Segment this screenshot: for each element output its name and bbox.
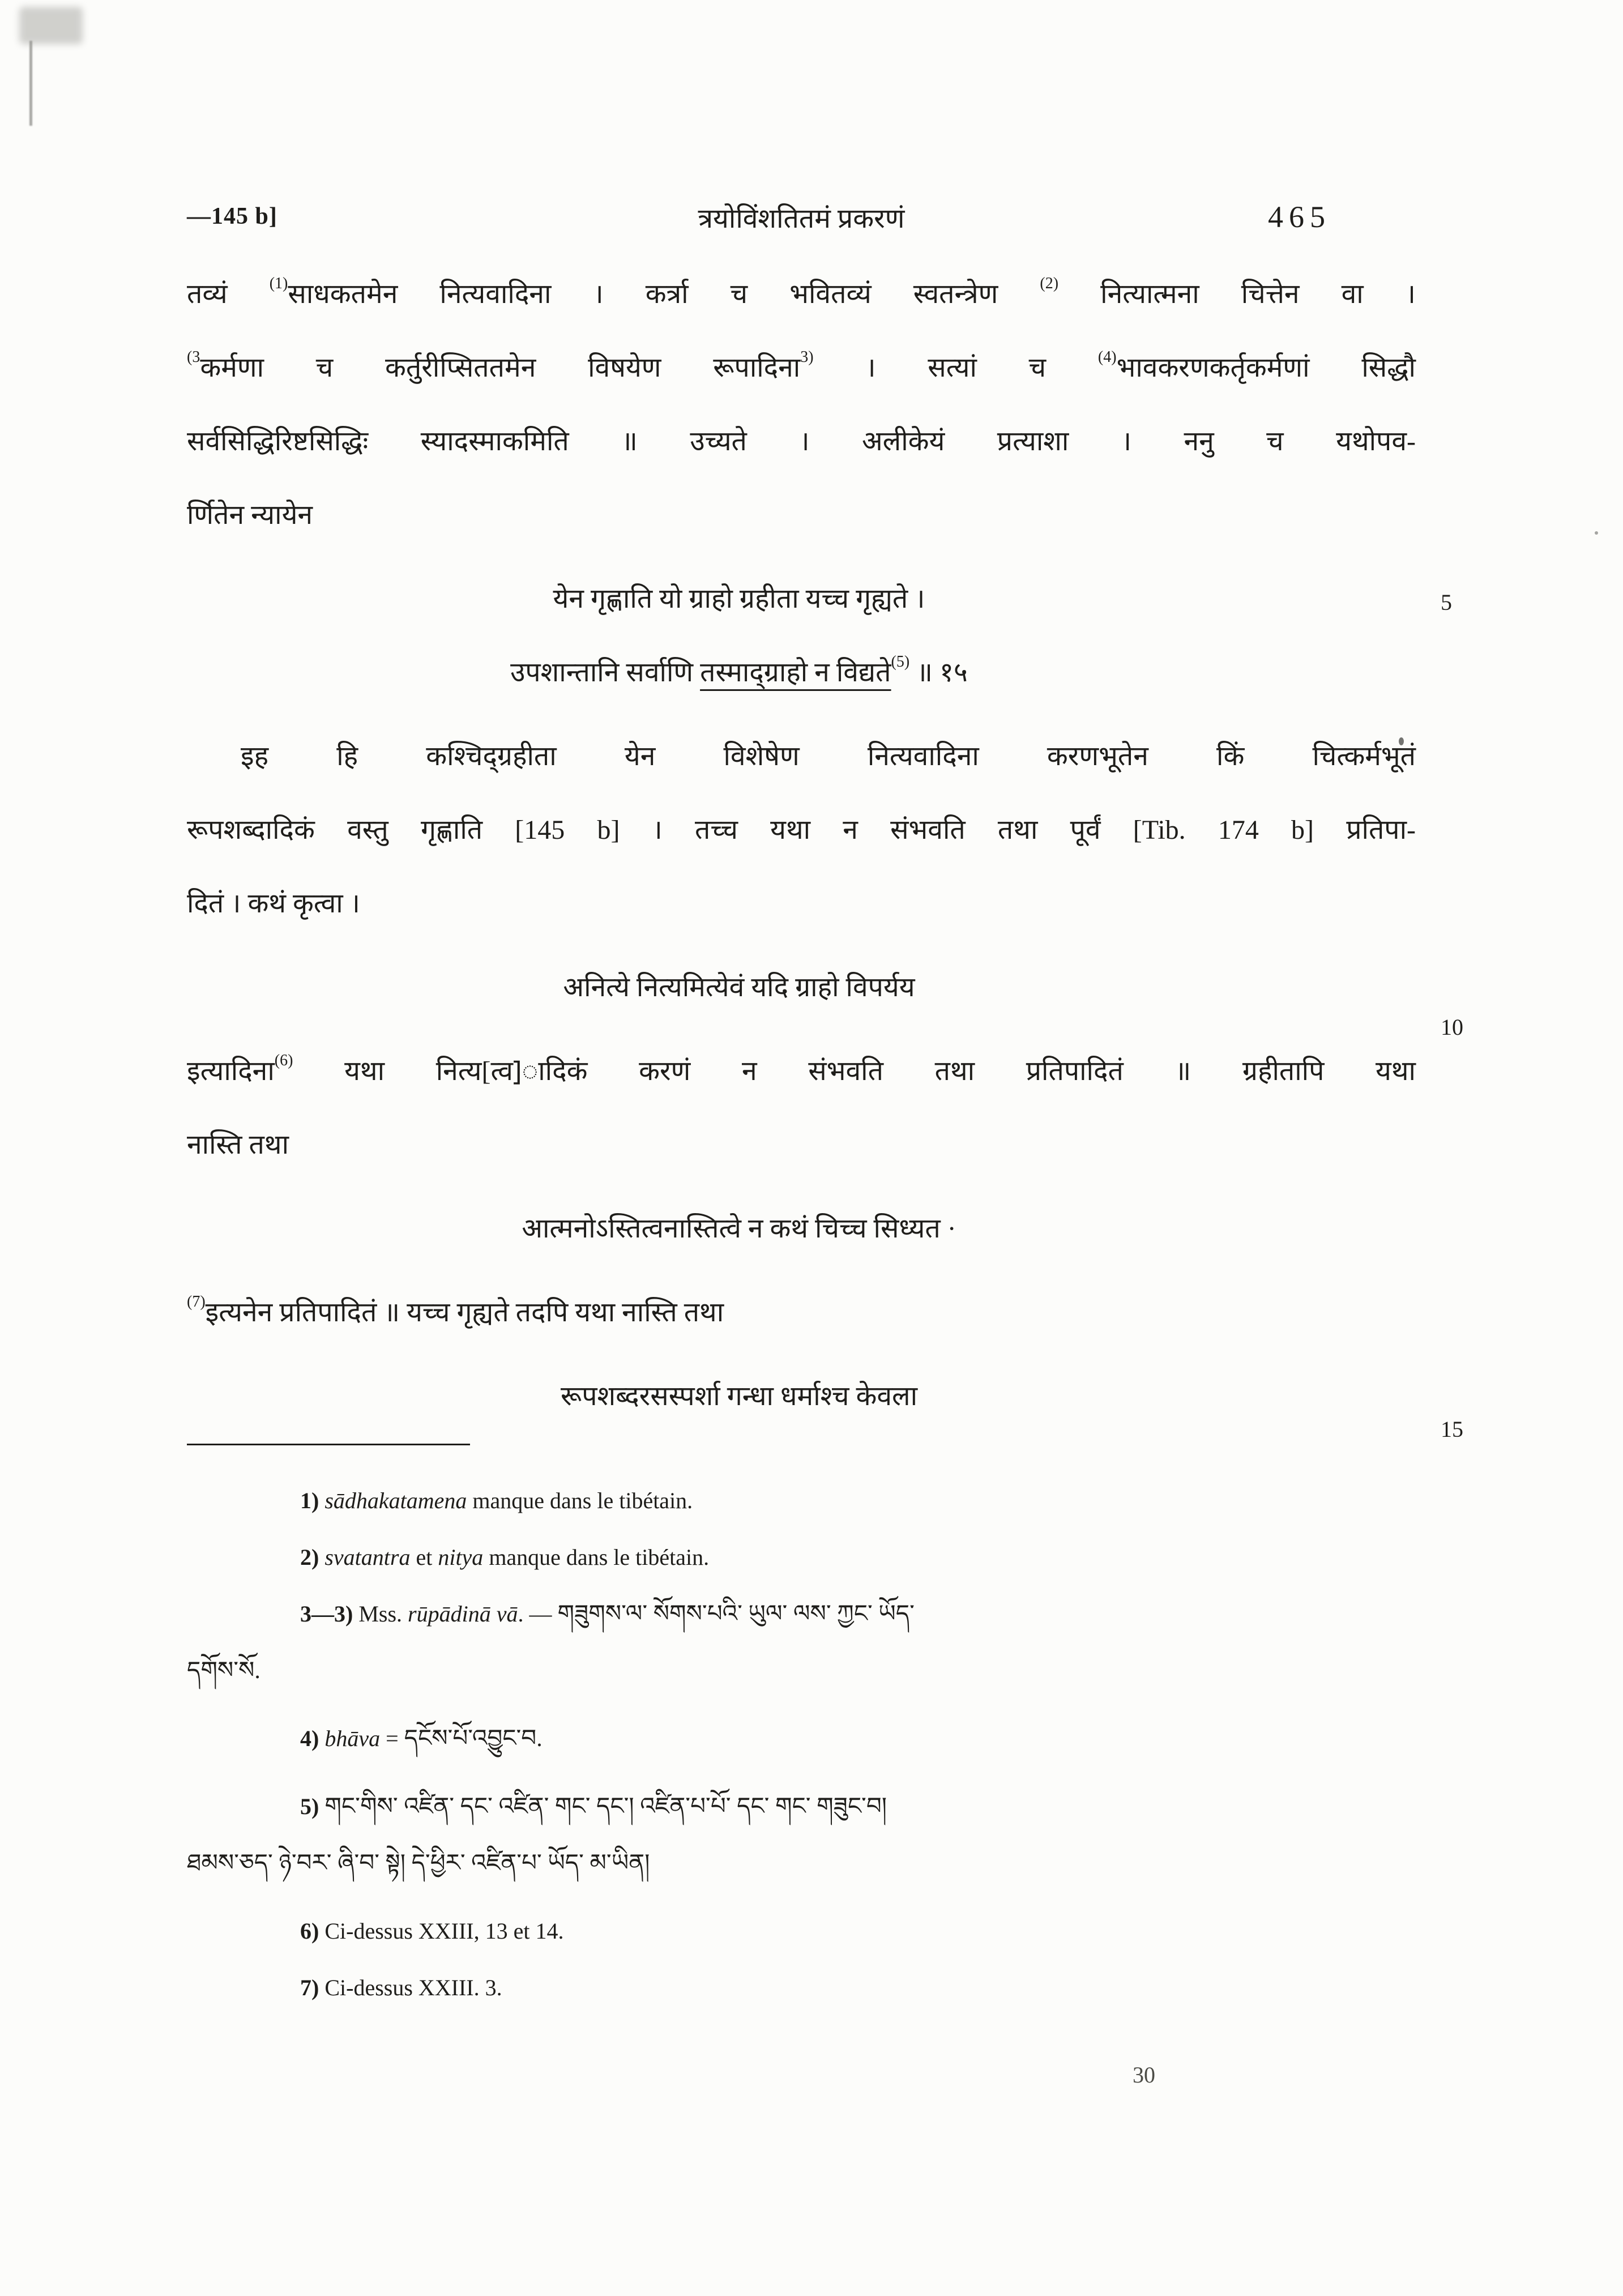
text-run: दितं । कथं कृत्वा ।: [187, 889, 360, 919]
tibetan-text-run: ཐམས་ཅད་ ཉེ་བར་ ཞི་བ་ སྟེ། དེ་ཕྱིར་ འཛིན་པ་ ཡོད་ མ་ཡིན།: [187, 1850, 650, 1876]
tibetan-text-run: དངོས་པོ་འབྱུང་བ.: [404, 1726, 543, 1752]
text-line: [187, 793, 1416, 867]
footnote-marker: (4): [1097, 348, 1117, 366]
footnote-marker: (5): [891, 653, 910, 671]
text-run: et: [410, 1544, 438, 1570]
page-header: [187, 199, 1416, 239]
footnote-marker: (1): [269, 275, 288, 292]
text-run: कर्मणा च कर्तुरीप्सिततमेन विषयेण रूपादिना: [200, 353, 801, 383]
text-line: [187, 258, 1416, 331]
text-line: [187, 867, 1416, 941]
text-run: तव्यं: [187, 279, 270, 309]
text-run: svatantra: [324, 1544, 411, 1570]
text-run: इत्यनेन प्रतिपादितं ॥ यच्च गृह्यते तदपि यथा नास्ति तथा: [205, 1298, 724, 1328]
text-line: [187, 1192, 1291, 1266]
text-run: साधकतमेन नित्यवादिना । कर्त्रा च भवितव्यं स्वतन्त्रेण: [288, 279, 1040, 309]
scan-edge-artifact: [29, 41, 32, 126]
sanskrit-paragraph-1: [187, 258, 1416, 552]
text-line: [187, 1835, 1416, 1892]
text-run: . —: [518, 1601, 558, 1627]
text-line: [187, 636, 1291, 710]
text-column: [187, 258, 1416, 2016]
text-run: आत्मनोऽस्तित्वनास्तित्वे न कथं चिच्च सिध्यत ·: [522, 1214, 956, 1244]
text-run: bhāva: [324, 1726, 381, 1751]
text-run: 4): [300, 1726, 325, 1751]
text-run: ॥ १५: [909, 658, 968, 688]
chapter-title: त्रयोविंशतितमं प्रकरणं: [698, 204, 905, 234]
footnote-marker: (7): [187, 1293, 206, 1311]
text-line: [187, 1360, 1291, 1433]
text-line: [187, 1035, 1416, 1108]
text-line: [187, 720, 1416, 793]
text-run: उपशान्तानि सर्वाणि: [510, 658, 701, 688]
text-run: manque dans le tibétain.: [483, 1544, 710, 1570]
text-run: Ci-dessus XXIII. 3.: [324, 1975, 502, 2000]
text-run: 3—3): [300, 1601, 359, 1627]
text-run: तस्माद्ग्राहो न विद्यते: [700, 658, 891, 688]
scan-smudge-artifact: [19, 7, 83, 44]
text-run: अनित्ये नित्यमित्येवं यदि ग्राहो विपर्यय: [563, 972, 915, 1002]
text-run: manque dans le tibétain.: [467, 1488, 693, 1513]
footnotes-block: [187, 1473, 1416, 2016]
text-line: [187, 1586, 1416, 1642]
text-line: [187, 405, 1416, 479]
text-run: 7): [300, 1975, 325, 2000]
text-line: [187, 1276, 1416, 1350]
text-line: [187, 1529, 1416, 1586]
verse-karika-15: [187, 562, 1416, 710]
sanskrit-paragraph-3: [187, 1035, 1416, 1182]
text-run: 1): [300, 1488, 325, 1513]
text-line: [187, 562, 1291, 636]
text-run: sādhakatamena: [324, 1488, 467, 1513]
text-run: Mss.: [358, 1601, 408, 1627]
quoted-pada-1: [187, 951, 1416, 1025]
text-run: nitya: [438, 1544, 484, 1570]
text-line: [187, 1778, 1416, 1835]
text-run: रूपशब्दरसस्पर्शा गन्धा धर्माश्च केवला: [560, 1381, 918, 1411]
text-run: नास्ति तथा: [187, 1130, 289, 1160]
text-run: भावकरणकर्तृकर्मणां सिद्धौ: [1116, 353, 1416, 383]
text-run: 6): [300, 1918, 325, 1944]
footnote-marker: (3: [187, 348, 200, 366]
footnote-marker: 3): [800, 348, 814, 366]
quoted-pada-2: [187, 1192, 1416, 1266]
sheet-number: 30: [1133, 2062, 1155, 2088]
tibetan-text-run: དགོས་སོ.: [187, 1658, 260, 1684]
text-line: [187, 479, 1416, 552]
text-run: इह हि कश्चिद्ग्रहीता येन विशेषेण नित्यवादिना करणभूतेन किं चित्कर्मभूतं: [241, 741, 1416, 771]
text-run: यथा नित्य[त्व]ादिकं करणं न संभवति तथा प्रतिपादितं ॥ ग्रहीतापि यथा: [293, 1056, 1416, 1086]
text-run: नित्यात्मना चित्तेन वा ।: [1058, 279, 1416, 309]
page-number: 465: [1268, 200, 1331, 234]
text-line: [187, 1960, 1416, 2016]
margin-line-number-5: 5: [1441, 590, 1452, 615]
folio-marker: —145 b]: [187, 203, 277, 229]
text-line: [187, 1473, 1416, 1529]
sanskrit-paragraph-4: [187, 1276, 1416, 1350]
margin-line-number-10: 10: [1441, 1014, 1463, 1040]
footnote-marker: (2): [1040, 275, 1059, 292]
text-run: 5): [300, 1794, 325, 1819]
text-run: सर्वसिद्धिरिष्टसिद्धिः स्यादस्माकमिति ॥ उच्यते । अलीकेयं प्रत्याशा । ननु च यथोपव-: [187, 426, 1416, 456]
footnote-separator-rule: [187, 1444, 470, 1445]
text-run: र्णितेन न्यायेन: [187, 500, 313, 530]
text-run: येन गृह्णाति यो ग्राहो ग्रहीता यच्च गृह्यते ।: [553, 584, 925, 614]
text-line: [187, 1710, 1416, 1767]
text-line: [187, 1642, 1416, 1699]
text-run: Ci-dessus XXIII, 13 et 14.: [324, 1918, 564, 1944]
margin-line-number-15: 15: [1441, 1416, 1463, 1442]
text-run: =: [380, 1726, 404, 1751]
text-run: । सत्यां च: [813, 353, 1098, 383]
text-run: 2): [300, 1544, 325, 1570]
scan-speck-artifact: [1595, 531, 1598, 535]
footnote-marker: (6): [274, 1052, 293, 1069]
text-line: [187, 1108, 1416, 1182]
tibetan-text-run: གཟུགས་ལ་ སོགས་པའི་ ཡུལ་ ལས་ ཀྱང་ ཡོད་: [557, 1601, 915, 1627]
quoted-pada-3: [187, 1360, 1416, 1433]
text-run: rūpādinā vā: [408, 1601, 518, 1627]
text-run: इत्यादिना: [187, 1056, 275, 1086]
tibetan-text-run: གང་གིས་ འཛིན་ དང་ འཛིན་ གང་ དང་། འཛིན་པ་པོ་ དང་ གང་ གཟུང་བ།: [324, 1794, 887, 1820]
text-line: [187, 1903, 1416, 1960]
text-line: [187, 951, 1291, 1025]
sanskrit-paragraph-2: [187, 720, 1416, 941]
text-line: [187, 331, 1416, 405]
text-run: रूपशब्दादिकं वस्तु गृह्णाति [145 b] । तच्च यथा न संभवति तथा पूर्वं [Tib. 174 b] प्रतिपा-: [187, 815, 1416, 845]
